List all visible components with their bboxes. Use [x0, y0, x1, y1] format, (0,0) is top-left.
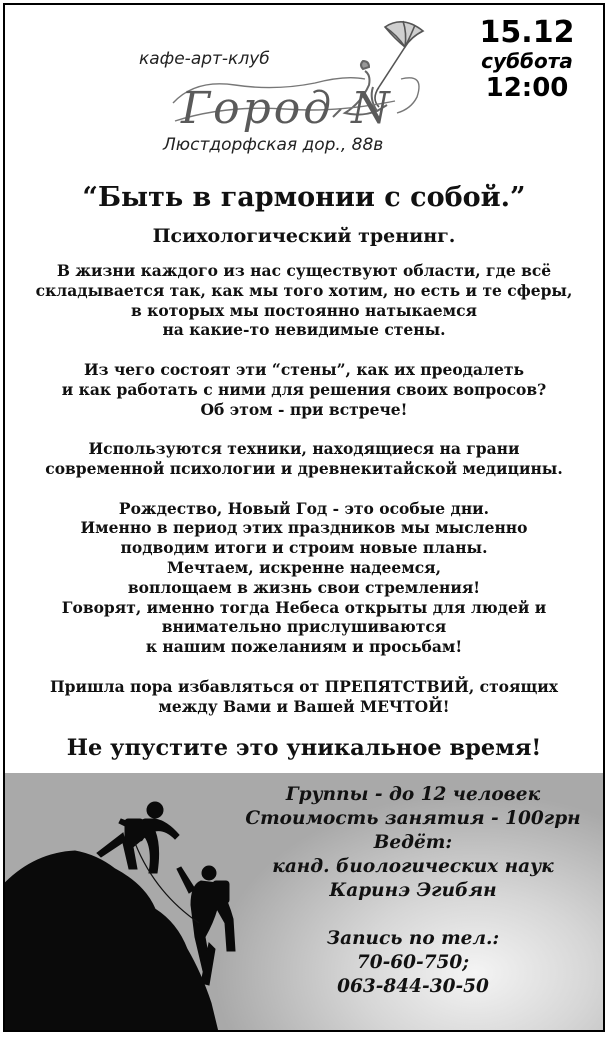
spacer — [243, 903, 583, 927]
text-line: Пришла пора избавляться от ПРЕПЯТСТВИЙ, стоящих — [50, 676, 558, 696]
text-line: современной психологии и древнекитайской медицины. — [45, 458, 563, 478]
venue-name: Город N — [181, 83, 393, 134]
venue-type: кафе-арт-клуб — [139, 49, 270, 69]
event-weekday: суббота — [481, 49, 573, 73]
text-line: Рождество, Новый Год - это особые дни. — [118, 498, 490, 518]
phone-number-1[interactable]: 70-60-750; — [356, 952, 470, 973]
text-line: к нашим пожеланиям и просьбам! — [145, 637, 463, 657]
text-line: Говорят, именно тогда Небеса открыты для людей и — [61, 597, 547, 617]
phone-number-2[interactable]: 063-844-30-50 — [337, 976, 489, 997]
leader-name: Каринэ Эгибян — [329, 880, 497, 901]
description — [15, 261, 593, 736]
poster — [3, 3, 605, 1032]
text-line: на какие-то невидимые стены. — [162, 320, 446, 340]
text-line: в которых мы постоянно натыкаемся — [131, 300, 477, 320]
event-datetime — [467, 17, 587, 103]
text-line: Используются техники, находящиеся на грани — [88, 439, 520, 459]
text-line: Именно в период этих праздников мы мысленно — [80, 518, 528, 538]
text-line: Из чего состоят эти “стены”, как их преодалеть — [84, 359, 524, 379]
text-line: подводим итоги и строим новые планы. — [120, 538, 488, 558]
text-line: внимательно прислушиваются — [161, 617, 447, 637]
text-line: между Вами и Вашей МЕЧТОЙ! — [158, 696, 450, 716]
paragraph-2 — [15, 360, 593, 419]
call-to-action: Не упустите это уникальное время! — [66, 735, 542, 761]
paragraph-5 — [15, 677, 593, 717]
event-subtitle: Психологический тренинг. — [152, 225, 456, 247]
text-line: складывается так, как мы того хотим, но есть и те сферы, — [35, 280, 573, 300]
event-info — [243, 783, 583, 999]
text-line: Об этом - при встрече! — [200, 399, 408, 419]
text-line: Мечтаем, искренне надеемся, — [166, 557, 442, 577]
leader-degree: канд. биологических наук — [272, 856, 554, 877]
paragraph-4 — [15, 499, 593, 657]
phone-label: Запись по тел.: — [326, 928, 500, 949]
venue-address: Люстдорфская дор., 88в — [163, 135, 384, 155]
paragraph-1 — [15, 261, 593, 340]
leader-label: Ведёт: — [373, 832, 453, 853]
text-line: В жизни каждого из нас существуют области, где всё — [56, 261, 552, 280]
event-time: 12:00 — [485, 73, 569, 103]
text-line: и как работать с ними для решения своих вопросов? — [61, 379, 547, 399]
event-title: “Быть в гармонии с собой.” — [82, 182, 526, 213]
event-date: 15.12 — [479, 15, 575, 50]
paragraph-3 — [15, 439, 593, 479]
price: Стоимость занятия - 100грн — [245, 808, 581, 829]
text-line: воплощаем в жизнь свои стремления! — [127, 577, 481, 597]
info-panel — [5, 773, 603, 1030]
group-size: Группы - до 12 человек — [285, 784, 541, 805]
